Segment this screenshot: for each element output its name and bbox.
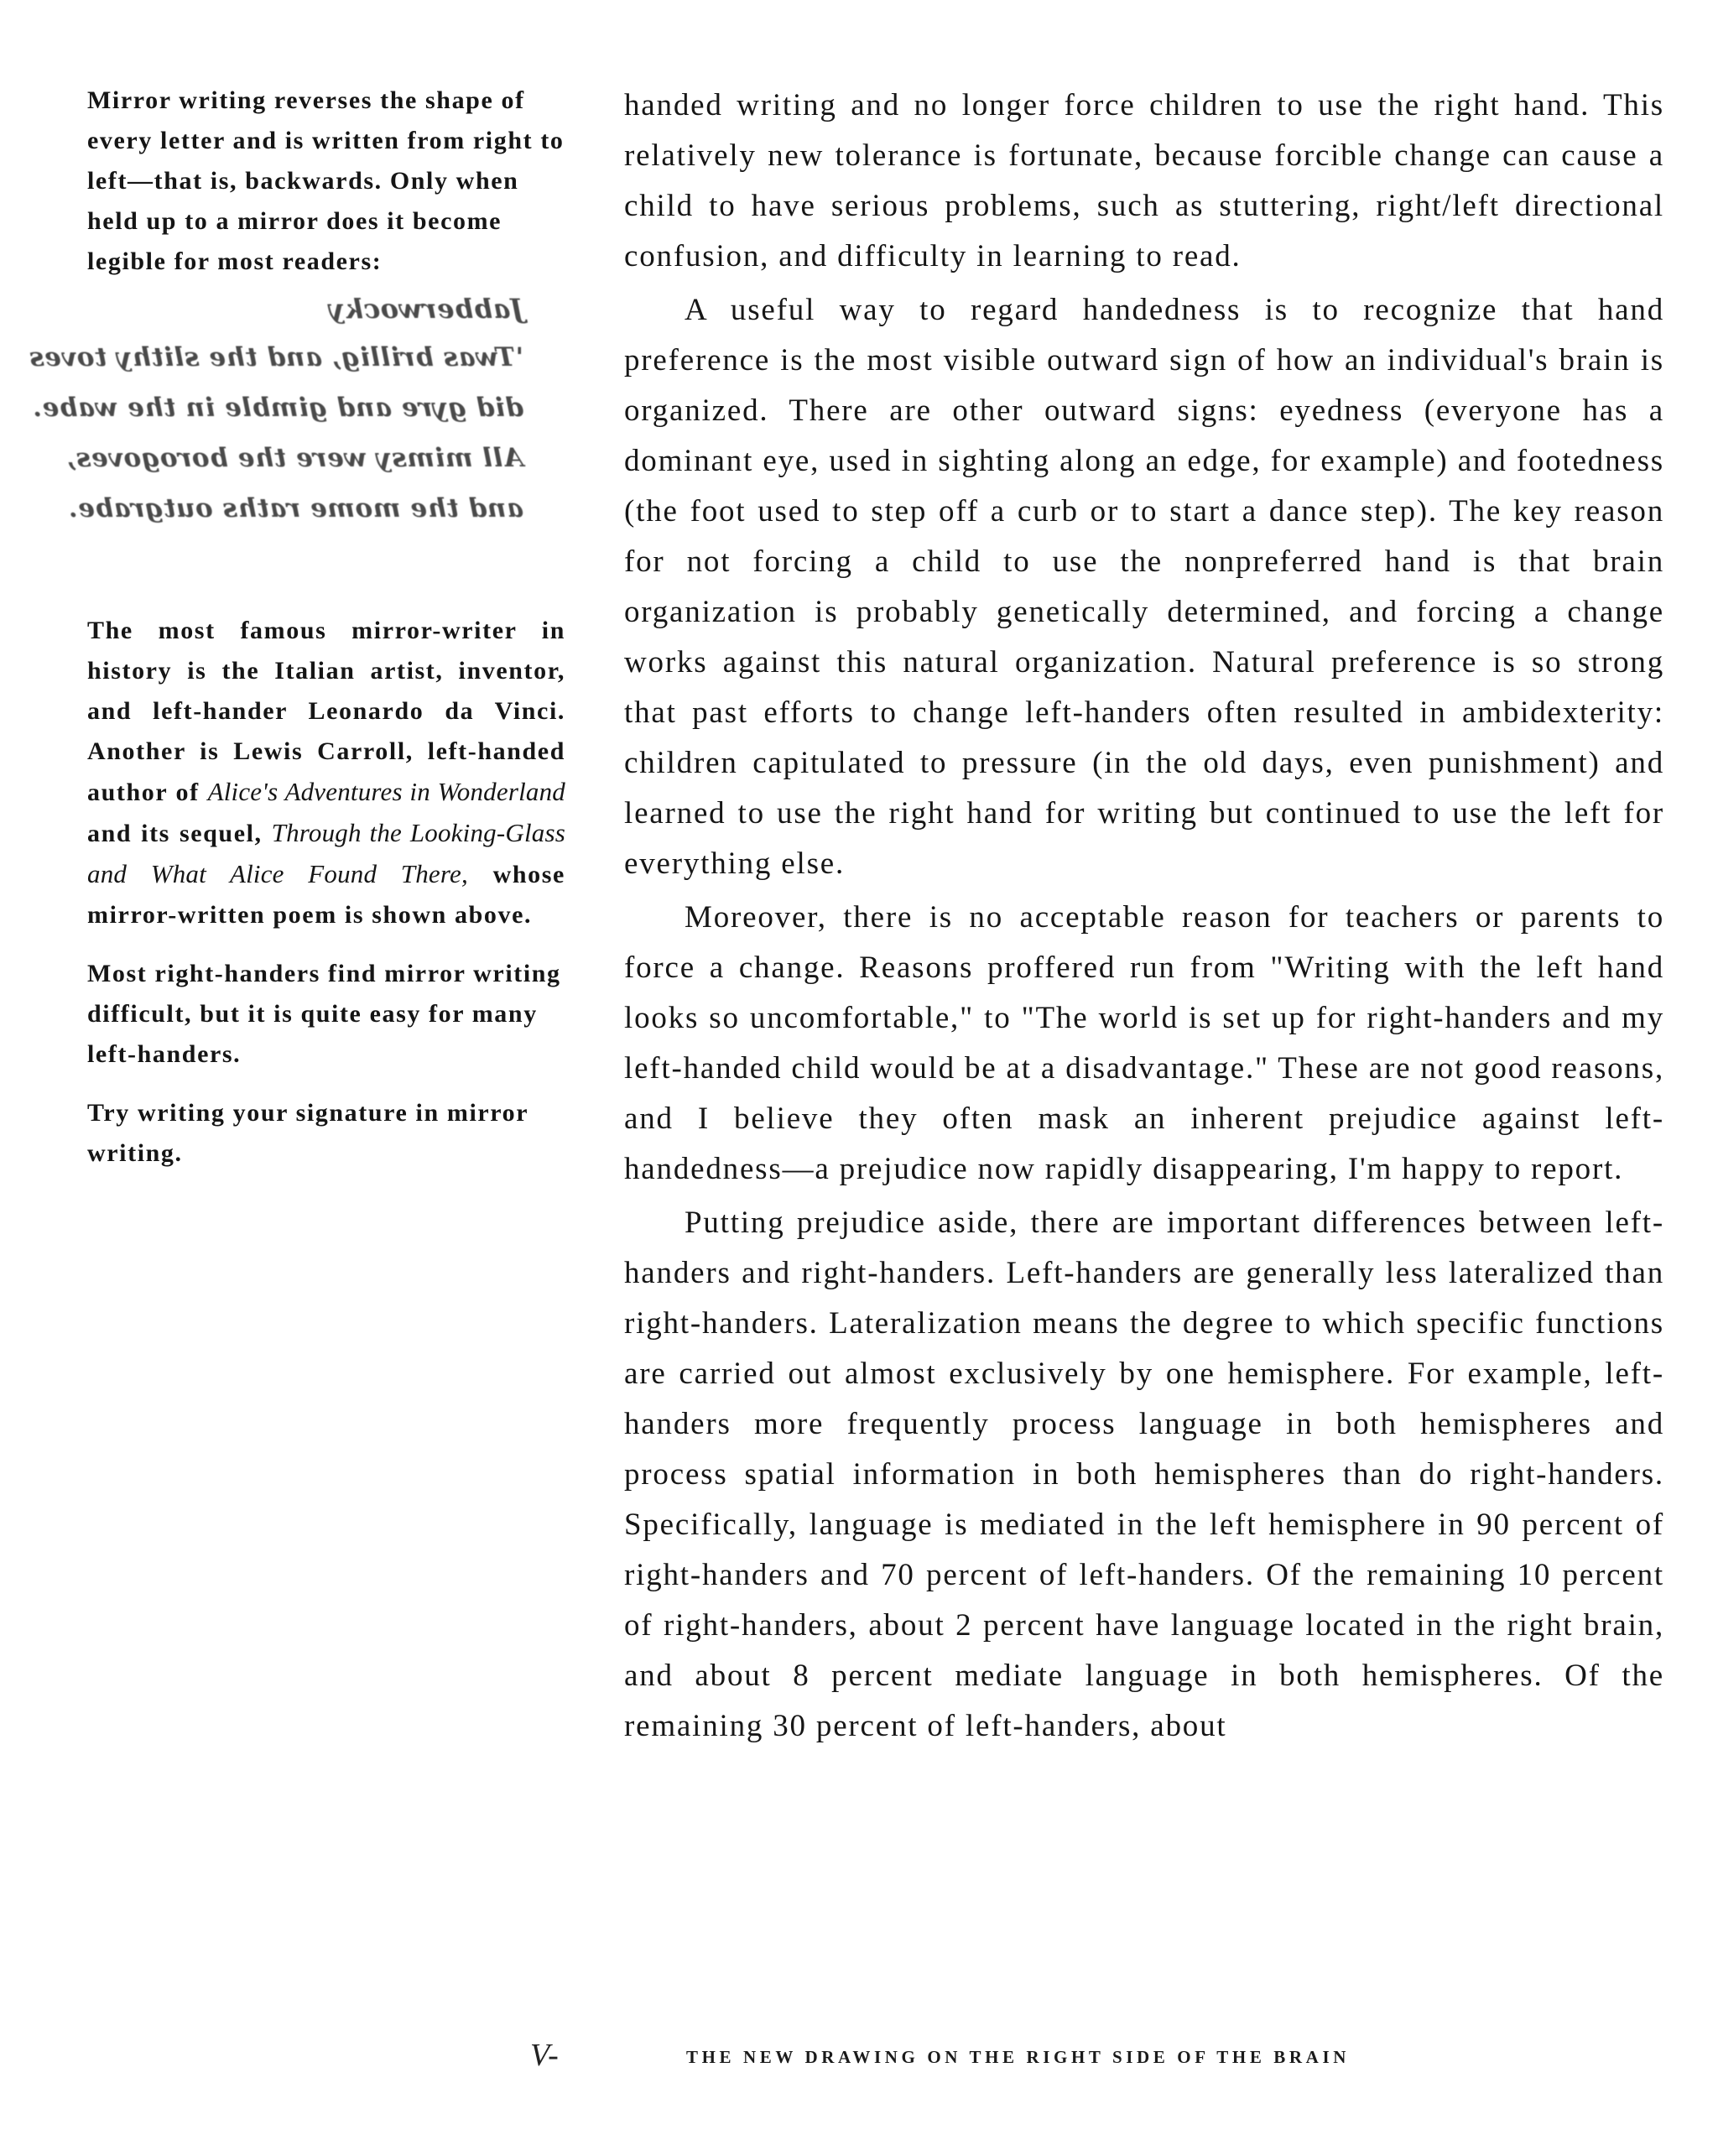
famous-text-2: and its sequel, <box>87 820 272 847</box>
sidebar-caption <box>29 81 566 1174</box>
poem-line-2: did gyre and gimble in the wabe. <box>32 393 523 423</box>
running-head: THE NEW DRAWING ON THE RIGHT SIDE OF THE BRAIN <box>686 2047 1350 2067</box>
book-title-alice: Alice's Adventures in Wonderland <box>207 777 566 806</box>
poem-line-4: and the mome raths outgrabe. <box>68 493 523 523</box>
right-handers-note: Most right-handers find mirror writing difficult, but it is quite easy for many left-handers. <box>87 960 561 1068</box>
poem-line-1: 'Twas brillig, and the slithy toves <box>29 342 523 372</box>
page-folio: V- <box>530 2038 559 2073</box>
poem-line-3: All mimsy were the borogoves, <box>66 443 523 473</box>
book-title-looking-glass: Through the Looking-Glass and What Alice Found There, <box>87 818 565 888</box>
mirrored-poem <box>29 285 523 534</box>
body-paragraph-2: A useful way to regard handedness is to recognize that hand preference is the most visible outward sign of how an individual's brain is organized. There are other outward signs: eyedness (everyone has a dominant eye, used in sighting along an edge, for example) and footedness (the foot used to step off a curb or to start a dance step). The key reason for not forcing a child to use the nonpreferred hand is that brain organization is probably genetically determined, and forcing a change works against this natural organization. Natural preference is so strong that past efforts to change left-handers often resulted in ambidexterity: children capitulated to pressure (in the old days, even punishment) and learned to use the right hand for writing but continued to use the left for everything else. <box>624 293 1664 881</box>
body-paragraph-3: Moreover, there is no acceptable reason for teachers or parents to force a change. Reasons proffered run from "Writing with the left hand looks so uncomfortable," to "The world is set up for right-handers and my left-handed child would be at a disadvantage." These are not good reasons, and I believe they often mask an inherent prejudice against left-handedness—a prejudice now rapidly disappearing, I'm happy to report. <box>624 900 1664 1186</box>
signature-exercise-note: Try writing your signature in mirror writing. <box>87 1099 528 1167</box>
famous-mirror-writers <box>87 611 565 935</box>
famous-text-3: whose mirror-written poem is shown above. <box>87 861 565 929</box>
mirror-writing-intro: Mirror writing reverses the shape of every letter and is written from right to left—that is, backwards. Only when held up to a mirror does it become legible for most readers: <box>87 86 565 275</box>
poem-title: Jabberwocky <box>328 293 523 325</box>
body-paragraph-1: handed writing and no longer force children to use the right hand. This relatively new tolerance is fortunate, because forcible change can cause a child to have serious problems, such as stuttering, right/left directional confusion, and difficulty in learning to read. <box>624 88 1664 273</box>
body-paragraph-4: Putting prejudice aside, there are important differences between left-handers and right-handers. Left-handers are generally less lateralized than right-handers. Lateralization means the degree to which specific functions are carried out almost exclusively by one hemisphere. For example, left-handers more frequently process language in both hemispheres and process spatial information in both hemispheres than do right-handers. Specifically, language is mediated in the left hemisphere in 90 percent of right-handers and 70 percent of left-handers. Of the remaining 10 percent of right-handers, about 2 percent have language located in the right brain, and about 8 percent mediate language in both hemispheres. Of the remaining 30 percent of left-handers, about <box>624 1206 1664 1743</box>
famous-text-1: The most famous mirror-writer in history is the Italian artist, inventor, and left-hander Leonardo da Vinci. Another is Lewis Carroll, left-handed author of <box>87 617 565 806</box>
main-text-column <box>624 81 1664 1752</box>
